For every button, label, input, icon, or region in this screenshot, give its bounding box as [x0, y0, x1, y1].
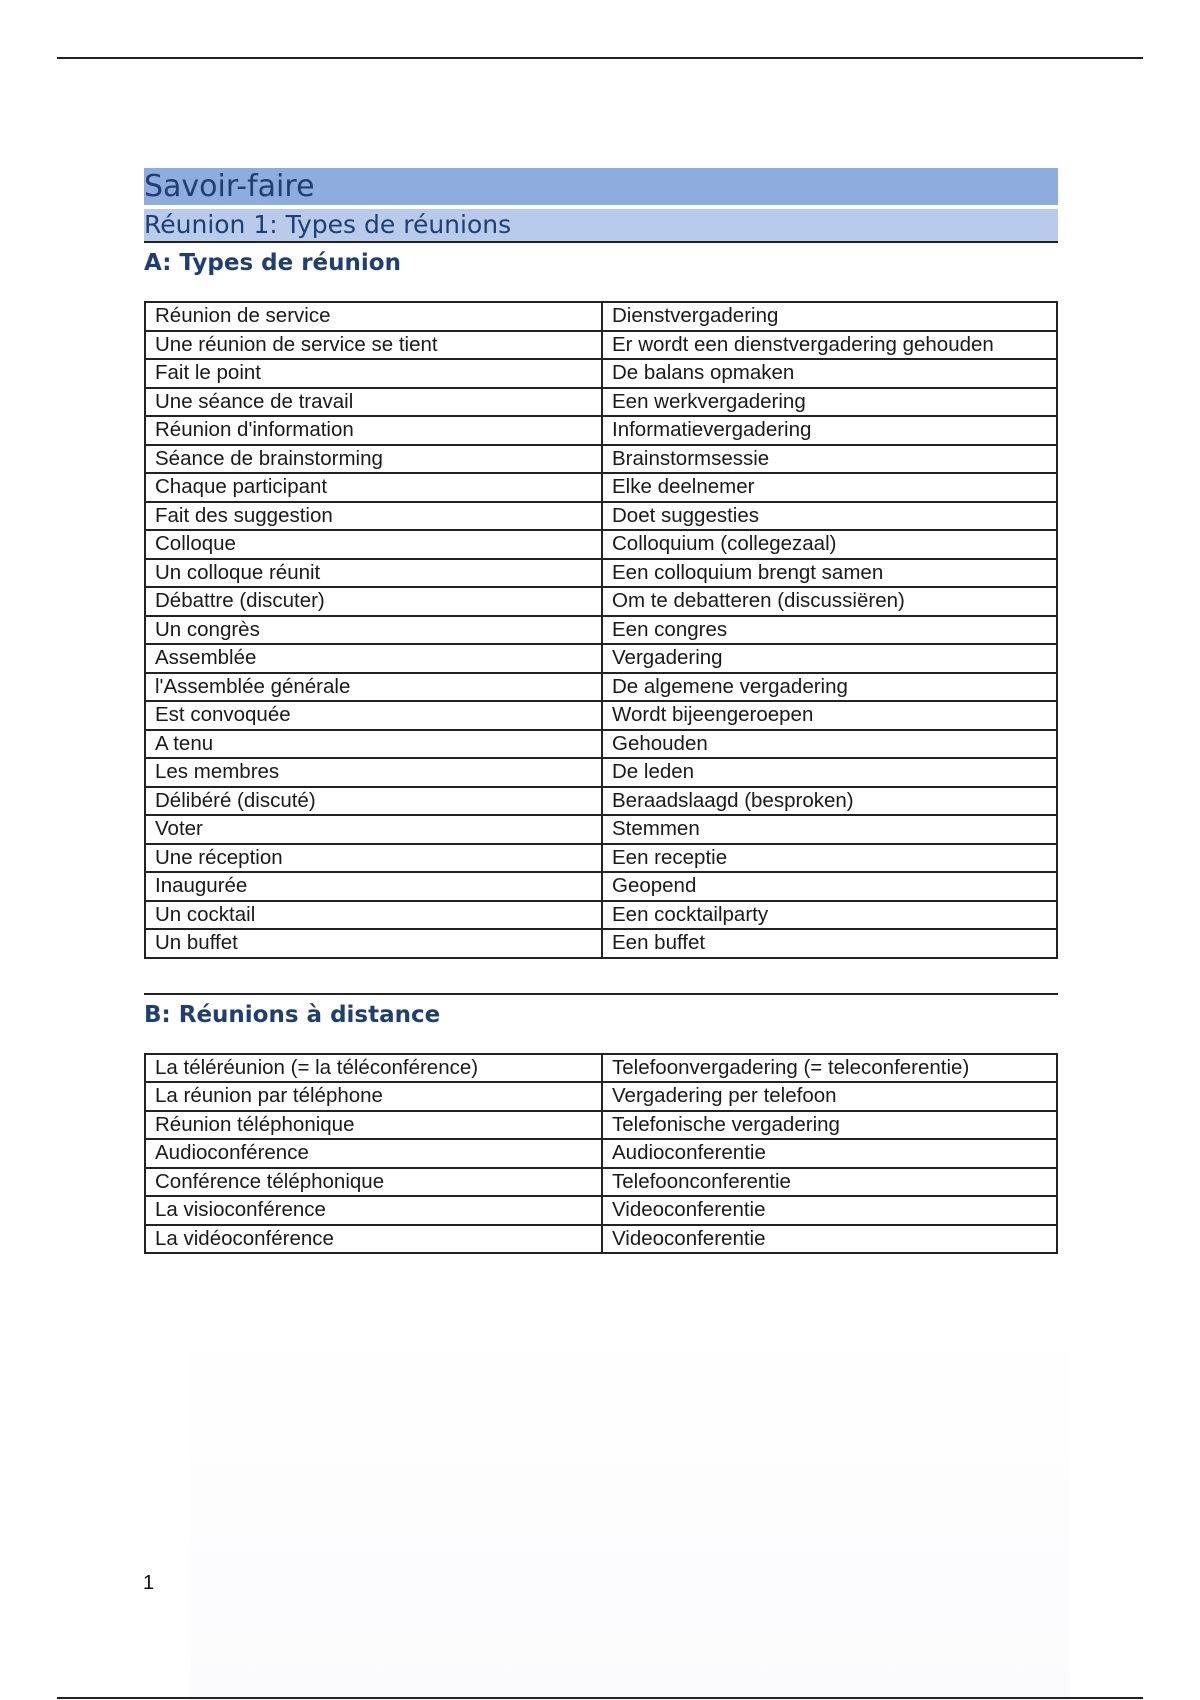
dutch-term: Videoconferentie	[602, 1196, 1057, 1225]
french-term: La téléréunion (= la téléconférence)	[145, 1054, 602, 1083]
french-term: Colloque	[145, 530, 602, 559]
dutch-term: Een receptie	[602, 844, 1057, 873]
dutch-term: Een werkvergadering	[602, 388, 1057, 417]
french-term: Voter	[145, 815, 602, 844]
section-b-heading: B: Réunions à distance	[144, 1001, 441, 1028]
vocabulary-table-b	[144, 1053, 1058, 1255]
vocabulary-table-b-body	[145, 1054, 1057, 1254]
french-term: Débattre (discuter)	[145, 587, 602, 616]
table-row	[145, 331, 1057, 360]
french-term: Un cocktail	[145, 901, 602, 930]
dutch-term: Telefoonconferentie	[602, 1168, 1057, 1197]
header-rule	[57, 57, 1143, 59]
dutch-term: Vergadering	[602, 644, 1057, 673]
dutch-term: Colloquium (collegezaal)	[602, 530, 1057, 559]
table-row	[145, 730, 1057, 759]
dutch-term: Elke deelnemer	[602, 473, 1057, 502]
dutch-term: De leden	[602, 758, 1057, 787]
table-row	[145, 502, 1057, 531]
dutch-term: Vergadering per telefoon	[602, 1082, 1057, 1111]
french-term: Réunion d'information	[145, 416, 602, 445]
french-term: Conférence téléphonique	[145, 1168, 602, 1197]
french-term: Une séance de travail	[145, 388, 602, 417]
dutch-term: Beraadslaagd (besproken)	[602, 787, 1057, 816]
table-row	[145, 901, 1057, 930]
dutch-term: Dienstvergadering	[602, 302, 1057, 331]
french-term: Est convoquée	[145, 701, 602, 730]
table-row	[145, 416, 1057, 445]
page-shade	[190, 1310, 1070, 1700]
french-term: Fait des suggestion	[145, 502, 602, 531]
dutch-term: Gehouden	[602, 730, 1057, 759]
french-term: Les membres	[145, 758, 602, 787]
dutch-term: Om te debatteren (discussiëren)	[602, 587, 1057, 616]
french-term: Inaugurée	[145, 872, 602, 901]
french-term: Délibéré (discuté)	[145, 787, 602, 816]
french-term: Réunion de service	[145, 302, 602, 331]
french-term: Réunion téléphonique	[145, 1111, 602, 1140]
french-term: Un congrès	[145, 616, 602, 645]
section-a-heading: A: Types de réunion	[144, 250, 401, 276]
french-term: Un colloque réunit	[145, 559, 602, 588]
dutch-term: Een cocktailparty	[602, 901, 1057, 930]
french-term: La visioconférence	[145, 1196, 602, 1225]
dutch-term: Audioconferentie	[602, 1139, 1057, 1168]
table-row	[145, 758, 1057, 787]
french-term: Assemblée	[145, 644, 602, 673]
dutch-term: Videoconferentie	[602, 1225, 1057, 1254]
vocabulary-table-a	[144, 301, 1058, 959]
section-b-rule	[144, 993, 1058, 995]
table-row	[145, 359, 1057, 388]
footer-rule	[57, 1697, 1143, 1699]
table-row	[145, 701, 1057, 730]
french-term: Une réunion de service se tient	[145, 331, 602, 360]
french-term: Chaque participant	[145, 473, 602, 502]
french-term: A tenu	[145, 730, 602, 759]
table-row	[145, 844, 1057, 873]
french-term: Un buffet	[145, 929, 602, 958]
table-row	[145, 787, 1057, 816]
table-row	[145, 1139, 1057, 1168]
dutch-term: Stemmen	[602, 815, 1057, 844]
french-term: Fait le point	[145, 359, 602, 388]
table-row	[145, 644, 1057, 673]
table-row	[145, 302, 1057, 331]
table-row	[145, 1196, 1057, 1225]
french-term: La vidéoconférence	[145, 1225, 602, 1254]
table-row	[145, 1168, 1057, 1197]
table-row	[145, 388, 1057, 417]
table-row	[145, 1111, 1057, 1140]
table-row	[145, 616, 1057, 645]
french-term: Une réception	[145, 844, 602, 873]
dutch-term: Brainstormsessie	[602, 445, 1057, 474]
table-row	[145, 559, 1057, 588]
table-row	[145, 473, 1057, 502]
table-row	[145, 1082, 1057, 1111]
french-term: l'Assemblée générale	[145, 673, 602, 702]
dutch-term: De balans opmaken	[602, 359, 1057, 388]
page-subtitle: Réunion 1: Types de réunions	[144, 209, 1058, 243]
dutch-term: Er wordt een dienstvergadering gehouden	[602, 331, 1057, 360]
dutch-term: Wordt bijeengeroepen	[602, 701, 1057, 730]
table-row	[145, 530, 1057, 559]
table-row	[145, 1054, 1057, 1083]
dutch-term: Een colloquium brengt samen	[602, 559, 1057, 588]
table-row	[145, 872, 1057, 901]
french-term: Audioconférence	[145, 1139, 602, 1168]
dutch-term: Informatievergadering	[602, 416, 1057, 445]
vocabulary-table-a-body	[145, 302, 1057, 958]
table-row	[145, 929, 1057, 958]
page-title: Savoir-faire	[144, 168, 1058, 205]
dutch-term: De algemene vergadering	[602, 673, 1057, 702]
page-number: 1	[143, 1572, 155, 1594]
dutch-term: Telefonische vergadering	[602, 1111, 1057, 1140]
dutch-term: Doet suggesties	[602, 502, 1057, 531]
french-term: Séance de brainstorming	[145, 445, 602, 474]
dutch-term: Telefoonvergadering (= teleconferentie)	[602, 1054, 1057, 1083]
french-term: La réunion par téléphone	[145, 1082, 602, 1111]
document-body	[144, 168, 1058, 1254]
table-row	[145, 673, 1057, 702]
dutch-term: Een congres	[602, 616, 1057, 645]
dutch-term: Een buffet	[602, 929, 1057, 958]
table-row	[145, 445, 1057, 474]
table-row	[145, 1225, 1057, 1254]
table-row	[145, 815, 1057, 844]
dutch-term: Geopend	[602, 872, 1057, 901]
table-row	[145, 587, 1057, 616]
